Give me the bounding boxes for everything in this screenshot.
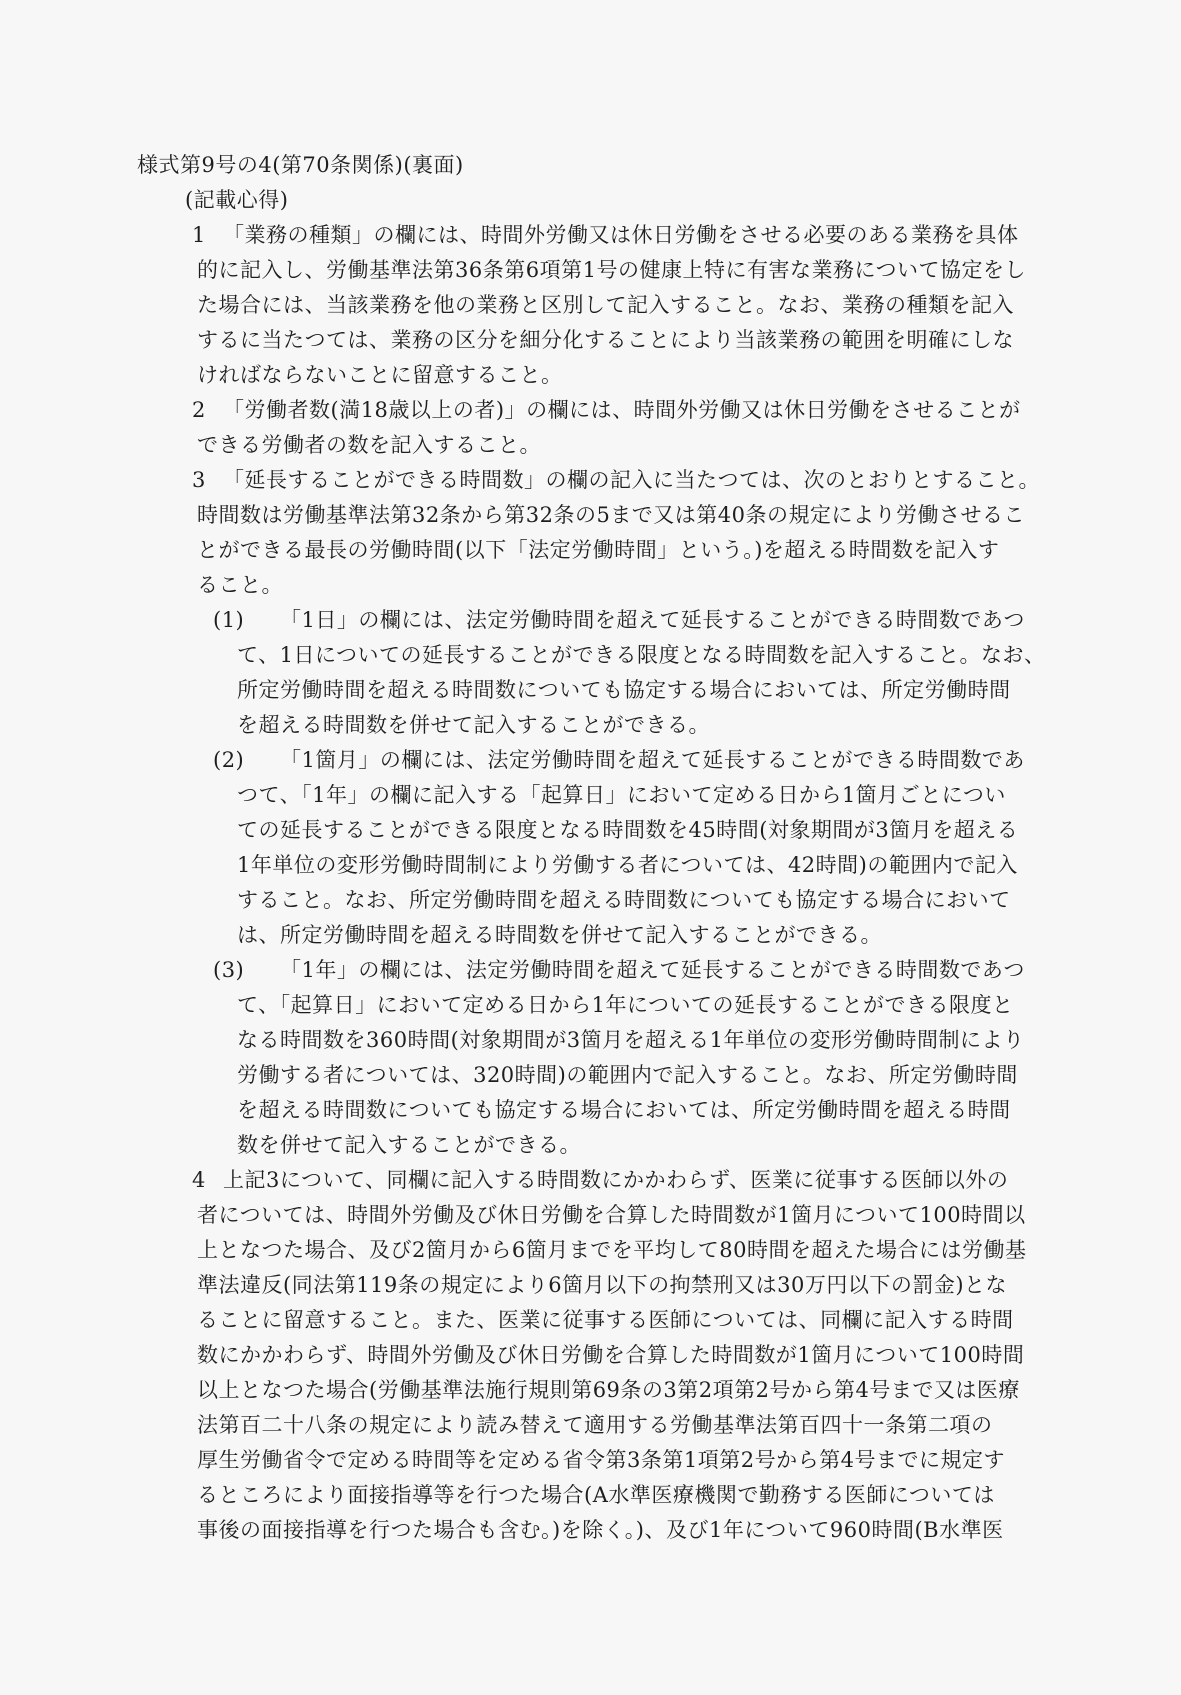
line-text: するに当たつては、業務の区分を細分化することにより当該業務の範囲を明確にしな: [197, 328, 1014, 352]
text-line: [137, 568, 1047, 603]
notes-body: [137, 218, 1047, 1548]
text-line: [137, 1198, 1047, 1233]
line-text: すること。なお、所定労働時間を超える時間数についても協定する場合において: [237, 888, 1011, 912]
text-line: [137, 1478, 1047, 1513]
line-text: ければならないことに留意すること。: [197, 363, 563, 387]
line-text: 厚生労働省令で定める時間等を定める省令第3条第1項第2号から第4号までに規定す: [197, 1448, 1005, 1472]
text-line: [137, 778, 1047, 813]
line-text: ること。: [197, 573, 283, 597]
text-line: [137, 1513, 1047, 1548]
line-text: 所定労働時間を超える時間数についても協定する場合においては、所定労働時間: [237, 678, 1011, 702]
list-marker: (3): [213, 958, 245, 982]
text-line: [137, 253, 1047, 288]
line-text: 上となつた場合、及び2箇月から6箇月までを平均して80時間を超えた場合には労働基: [197, 1238, 1027, 1262]
line-text: 労働する者については、320時間)の範囲内で記入すること。なお、所定労働時間: [237, 1063, 1018, 1087]
line-text: を超える時間数を併せて記入することができる。: [237, 713, 710, 737]
text-line: [137, 393, 1047, 428]
text-line: [137, 463, 1047, 498]
text-line: [137, 708, 1047, 743]
text-line: [137, 1023, 1047, 1058]
line-text: 数を併せて記入することができる。: [237, 1133, 581, 1157]
line-text: て、「起算日」において定める日から1年についての延長することができる限度と: [237, 993, 1014, 1017]
line-text: 1年単位の変形労働時間制により労働する者については、42時間)の範囲内で記入: [237, 853, 1018, 877]
text-line: [137, 218, 1047, 253]
line-text: 「労働者数(満18歳以上の者)」の欄には、時間外労働又は休日労働をさせることが: [223, 398, 1021, 422]
text-line: [137, 428, 1047, 463]
line-text: ることに留意すること。また、医業に従事する医師については、同欄に記入する時間: [197, 1308, 1014, 1332]
text-line: [137, 1408, 1047, 1443]
text-line: [137, 1373, 1047, 1408]
list-marker: 4: [192, 1168, 206, 1192]
text-line: [137, 813, 1047, 848]
text-line: [137, 1268, 1047, 1303]
text-line: [137, 1128, 1047, 1163]
line-text: 「1年」の欄には、法定労働時間を超えて延長することができる時間数であつ: [280, 958, 1025, 982]
line-text: 「業務の種類」の欄には、時間外労働又は休日労働をさせる必要のある業務を具体: [223, 223, 1019, 247]
text-line: [137, 323, 1047, 358]
text-line: [137, 1303, 1047, 1338]
text-line: [137, 673, 1047, 708]
document-body: [137, 148, 1047, 1548]
line-text: 以上となつた場合(労働基準法施行規則第69条の3第2項第2号から第4号まで又は医療: [197, 1378, 1020, 1402]
text-line: [137, 603, 1047, 638]
text-line: [137, 1338, 1047, 1373]
text-line: [137, 848, 1047, 883]
list-marker: 2: [192, 398, 206, 422]
line-text: 事後の面接指導を行つた場合も含む。)を除く。)、及び1年について960時間(B水準医: [197, 1518, 1004, 1542]
text-line: [137, 638, 1047, 673]
line-text: つて、「1年」の欄に記入する「起算日」において定める日から1箇月ごとについ: [237, 783, 1006, 807]
text-line: [137, 988, 1047, 1023]
form-title: 様式第9号の4(第70条関係)(裏面): [137, 153, 464, 177]
text-line: [137, 288, 1047, 323]
text-line: [137, 1093, 1047, 1128]
text-line: [137, 883, 1047, 918]
notes-heading: (記載心得): [185, 188, 289, 212]
text-line: [137, 1233, 1047, 1268]
text-line: [137, 1163, 1047, 1198]
line-text: 「1箇月」の欄には、法定労働時間を超えて延長することができる時間数であ: [280, 748, 1025, 772]
line-text: は、所定労働時間を超える時間数を併せて記入することができる。: [237, 923, 882, 947]
text-line: [137, 953, 1047, 988]
line-text: 「1日」の欄には、法定労働時間を超えて延長することができる時間数であつ: [280, 608, 1025, 632]
text-line: [137, 1058, 1047, 1093]
text-line: [137, 498, 1047, 533]
text-line: [137, 533, 1047, 568]
text-line: [137, 743, 1047, 778]
list-marker: (1): [213, 608, 245, 632]
line-text: 「延長することができる時間数」の欄の記入に当たつては、次のとおりとすること。: [223, 468, 1040, 492]
text-line: [137, 918, 1047, 953]
line-text: 数にかかわらず、時間外労働及び休日労働を合算した時間数が1箇月について100時間: [197, 1343, 1025, 1367]
line-text: なる時間数を360時間(対象期間が3箇月を超える1年単位の変形労働時間制により: [237, 1028, 1025, 1052]
list-marker: (2): [213, 748, 245, 772]
line-text: 準法違反(同法第119条の規定により6箇月以下の拘禁刑又は30万円以下の罰金)とな: [197, 1273, 1008, 1297]
text-line: [137, 1443, 1047, 1478]
list-marker: 3: [192, 468, 206, 492]
text-line: [137, 358, 1047, 393]
line-text: るところにより面接指導等を行つた場合(A水準医療機関で勤務する医師については: [197, 1483, 995, 1507]
line-text: を超える時間数についても協定する場合においては、所定労働時間を超える時間: [237, 1098, 1011, 1122]
line-text: 法第百二十八条の規定により読み替えて適用する労働基準法第百四十一条第二項の: [197, 1413, 993, 1437]
line-text: とができる最長の労働時間(以下「法定労働時間」という。)を超える時間数を記入す: [197, 538, 1000, 562]
line-text: 者については、時間外労働及び休日労働を合算した時間数が1箇月について100時間以: [197, 1203, 1026, 1227]
line-text: できる労働者の数を記入すること。: [197, 433, 541, 457]
line-text: 的に記入し、労働基準法第36条第6項第1号の健康上特に有害な業務について協定をし: [197, 258, 1027, 282]
list-marker: 1: [192, 223, 206, 247]
line-text: 時間数は労働基準法第32条から第32条の5まで又は第40条の規定により労働させるこ: [197, 503, 1026, 527]
line-text: 上記3について、同欄に記入する時間数にかかわらず、医業に従事する医師以外の: [223, 1168, 1009, 1192]
line-text: ての延長することができる限度となる時間数を45時間(対象期間が3箇月を超える: [237, 818, 1019, 842]
line-text: た場合には、当該業務を他の業務と区別して記入すること。なお、業務の種類を記入: [197, 293, 1014, 317]
line-text: て、1日についての延長することができる限度となる時間数を記入すること。なお、: [237, 643, 1046, 667]
